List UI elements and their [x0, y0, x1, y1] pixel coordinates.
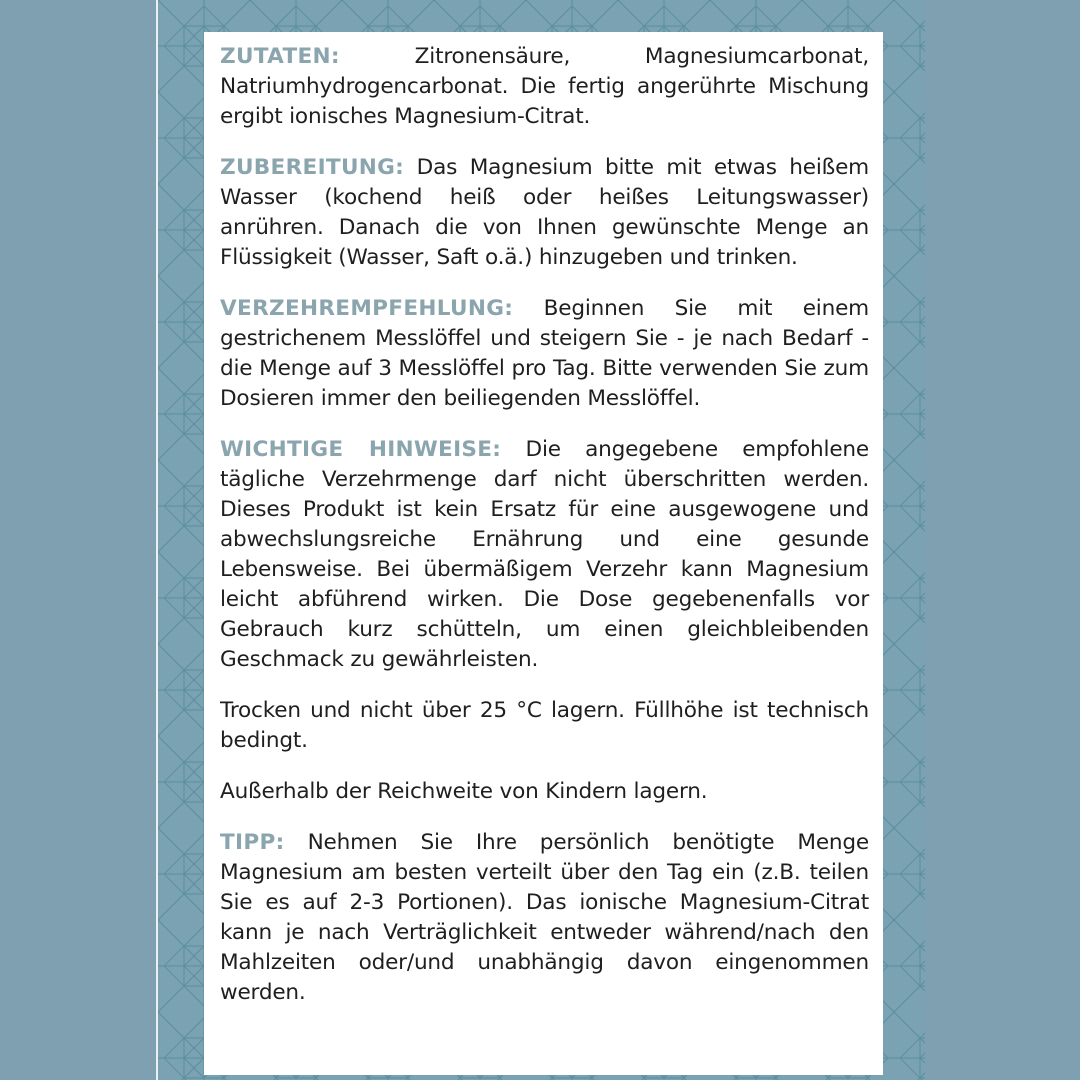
section-heading: TIPP: — [220, 830, 285, 855]
section-text: Nehmen Sie Ihre persönlich benötigte Menge Magnesium am besten verteilt über den Tag ein (z.B. teilen Sie es auf 2-3 Portionen). Das ionische Magnesium-Citrat kann je nach Verträglichkeit entweder während/nach den Mahlzeiten oder/und unabhängig davon eingenommen werden. — [220, 830, 869, 1005]
section-text: Die angegebene empfohlene tägliche Verzehrmenge darf nicht überschritten werden. Dieses Produkt ist kein Ersatz für eine ausgewogene und abwechslungsreiche Ernährung und eine gesunde Lebensweise. Bei übermäßigem Verzehr kann Magnesium leicht abführend wirken. Die Dose gegebenenfalls vor Gebrauch kurz schütteln, um einen gleichbleibenden Geschmack zu gewährleisten. — [220, 437, 869, 672]
section-tip — [220, 828, 869, 1008]
section-preparation — [220, 153, 869, 273]
section-text: Außerhalb der Reichweite von Kindern lagern. — [220, 779, 708, 804]
section-text: Das Magnesium bitte mit etwas heißem Wasser (kochend heiß oder heißes Leitungswasser) anrühren. Danach die von Ihnen gewünschte Menge an Flüssigkeit (Wasser, Saft o.ä.) hinzugeben und trinken. — [220, 155, 869, 270]
section-text: Trocken und nicht über 25 °C lagern. Füllhöhe ist technisch bedingt. — [220, 698, 869, 753]
section-child-warning — [220, 777, 869, 807]
section-recommended-intake — [220, 294, 869, 414]
section-heading: ZUBEREITUNG: — [220, 155, 405, 180]
section-important-notes — [220, 435, 869, 675]
section-ingredients — [220, 42, 869, 132]
section-heading: WICHTIGE HINWEISE: — [220, 437, 502, 462]
section-text: Beginnen Sie mit einem gestrichenem Messlöffel und steigern Sie - je nach Bedarf - die Menge auf 3 Messlöffel pro Tag. Bitte verwenden Sie zum Dosieren immer den beiliegenden Messlöffel. — [220, 296, 869, 411]
product-label-card — [204, 32, 883, 1075]
section-text: Zitronensäure, Magnesiumcarbonat, Natriumhydrogencarbonat. Die fertig angerührte Mischung ergibt ionisches Magnesium-Citrat. — [220, 44, 869, 129]
section-heading: VERZEHREMPFEHLUNG: — [220, 296, 514, 321]
section-heading: ZUTATEN: — [220, 44, 340, 69]
section-storage — [220, 696, 869, 756]
